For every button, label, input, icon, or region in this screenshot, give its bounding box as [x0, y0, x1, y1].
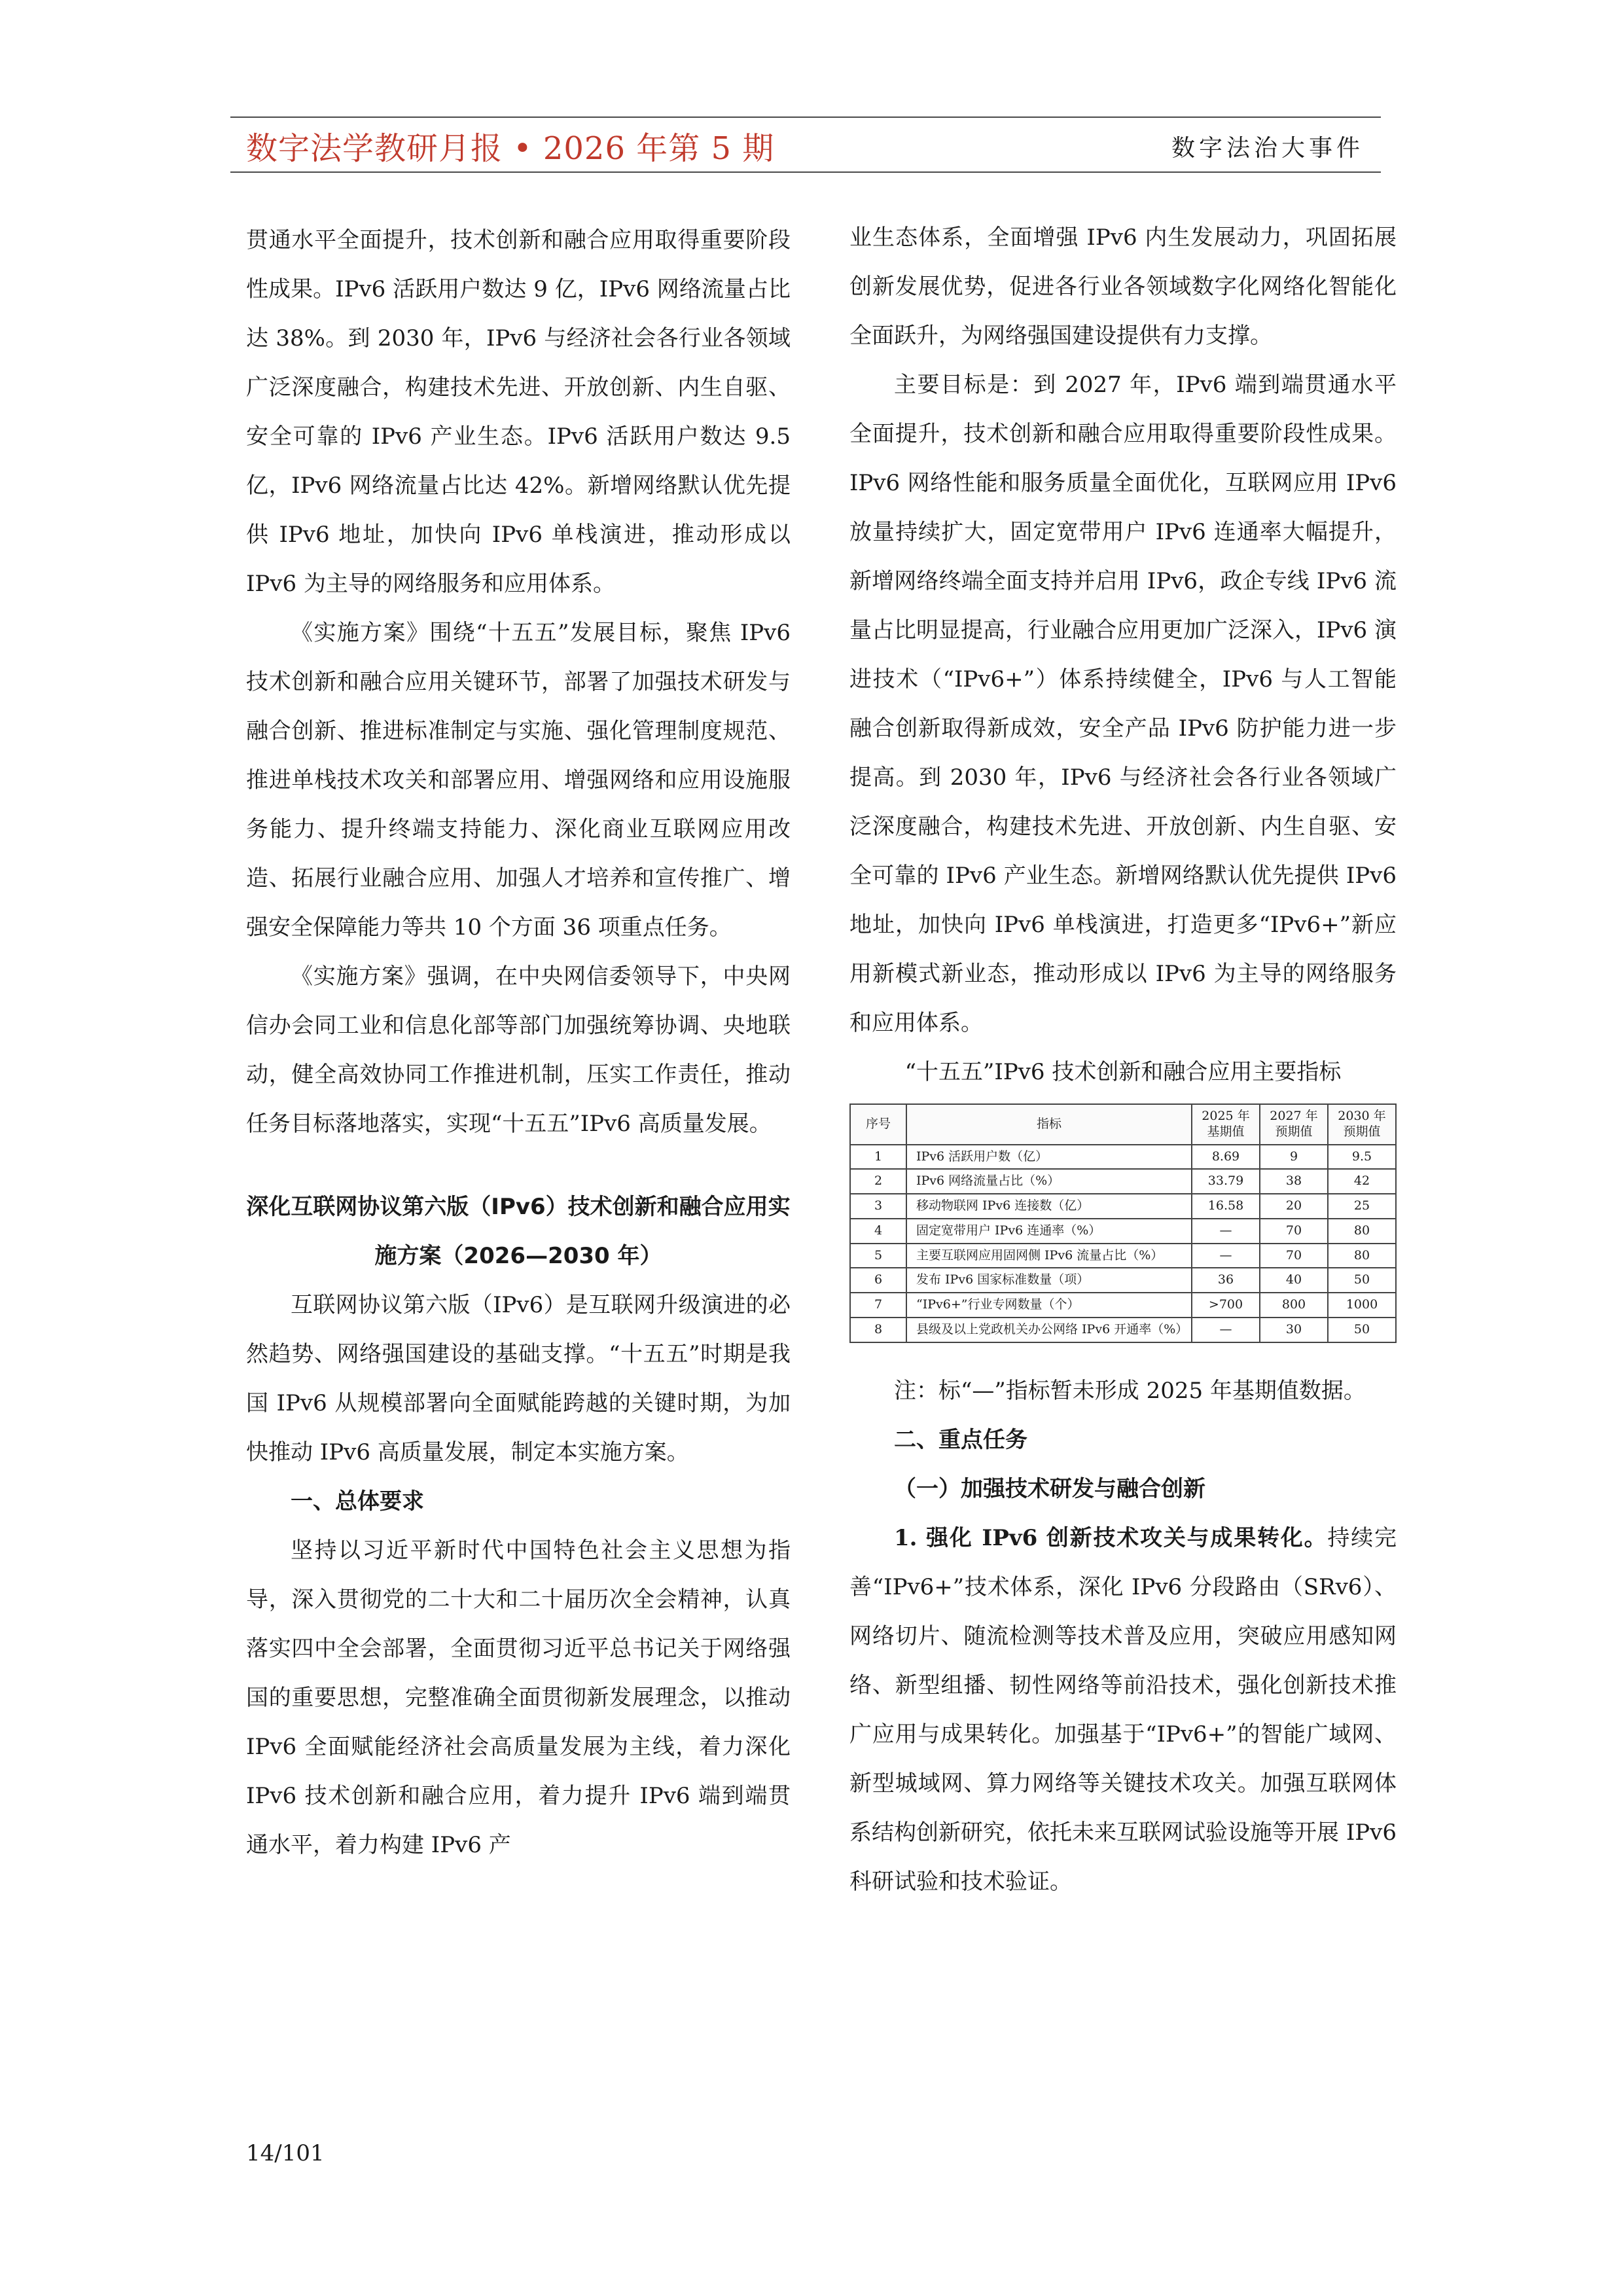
subsection-heading: （一）加强技术研发与融合创新: [894, 1475, 1205, 1502]
table-row: [850, 1219, 1396, 1244]
paragraph: 贯通水平全面提升，技术创新和融合应用取得重要阶段性成果。IPv6 活跃用户数达 9 亿，IPv6 网络流量占比达 38%。到 2030 年，IPv6 与经济社会各行业各领域广泛深度融合，构建技术先进、开放创新、内生自驱、安全可靠的 IPv6 产业生态。IPv6 活跃用户数达 9.5 亿，IPv6 网络流量占比达 42%。新增网络默认优先提供 IPv6 地址，加快向 IPv6 单栈演进，推动形成以 IPv6 为主导的网络服务和应用体系。: [246, 227, 791, 597]
cell-base-2025: —: [1192, 1318, 1260, 1342]
paragraph-body: 持续完善“IPv6+”技术体系，深化 IPv6 分段路由（SRv6）、网络切片、随流检测等技术普及应用，突破应用感知网络、新型组播、韧性网络等前沿技术，强化创新技术推广应用与成果转化。加强基于“IPv6+”的智能广域网、新型城域网、算力网络等关键技术攻关。加强互联网体系结构创新研究，依托未来互联网试验设施等开展 IPv6 科研试验和技术验证。: [849, 1524, 1397, 1895]
paragraph-lead: 1. 强化 IPv6 创新技术攻关与成果转化。: [894, 1524, 1328, 1551]
cell-indicator: 移动物联网 IPv6 连接数（亿）: [906, 1194, 1192, 1219]
cell-base-2025: 36: [1192, 1268, 1260, 1293]
cell-no: 1: [850, 1145, 906, 1170]
cell-indicator: 主要互联网应用固网侧 IPv6 流量占比（%）: [906, 1244, 1192, 1268]
cell-expected-2030: 80: [1328, 1219, 1396, 1244]
header-indicator: 指标: [906, 1104, 1192, 1145]
header-bottom-rule: [230, 171, 1381, 173]
header-expected-2030: 2030 年预期值: [1328, 1104, 1396, 1145]
cell-base-2025: 33.79: [1192, 1169, 1260, 1194]
paragraph: [849, 1514, 1397, 1907]
journal-title: 数字法学教研月报 • 2026 年第 5 期: [246, 130, 775, 167]
cell-base-2025: —: [1192, 1219, 1260, 1244]
table-row: [850, 1194, 1396, 1219]
table-row: [850, 1293, 1396, 1318]
cell-no: 6: [850, 1268, 906, 1293]
cell-expected-2027: 30: [1260, 1318, 1328, 1342]
paragraph: 坚持以习近平新时代中国特色社会主义思想为指导，深入贯彻党的二十大和二十届历次全会精神，认真落实四中全会部署，全面贯彻习近平总书记关于网络强国的重要思想，完整准确全面贯彻新发展理念，以推动 IPv6 全面赋能经济社会高质量发展为主线，着力深化 IPv6 技术创新和融合应用，着力提升 IPv6 端到端贯通水平，着力构建 IPv6 产: [246, 1537, 791, 1858]
cell-expected-2030: 25: [1328, 1194, 1396, 1219]
left-column: [246, 216, 791, 1870]
cell-no: 7: [850, 1293, 906, 1318]
cell-base-2025: >700: [1192, 1293, 1260, 1318]
cell-expected-2030: 80: [1328, 1244, 1396, 1268]
cell-expected-2030: 50: [1328, 1318, 1396, 1342]
paragraph: 《实施方案》强调，在中央网信委领导下，中央网信办会同工业和信息化部等部门加强统筹协调、央地联动，健全高效协同工作推进机制，压实工作责任，推动任务目标落地落实，实现“十五五”IPv6 高质量发展。: [246, 963, 791, 1137]
cell-no: 5: [850, 1244, 906, 1268]
header-expected-2027: 2027 年预期值: [1260, 1104, 1328, 1145]
cell-expected-2027: 70: [1260, 1244, 1328, 1268]
cell-indicator: 发布 IPv6 国家标准数量（项）: [906, 1268, 1192, 1293]
cell-expected-2027: 20: [1260, 1194, 1328, 1219]
cell-expected-2027: 40: [1260, 1268, 1328, 1293]
table-row: [850, 1318, 1396, 1342]
cell-expected-2027: 9: [1260, 1145, 1328, 1170]
indicator-table-wrap: [849, 1103, 1397, 1343]
cell-indicator: IPv6 网络流量占比（%）: [906, 1169, 1192, 1194]
paragraph: 业生态体系，全面增强 IPv6 内生发展动力，巩固拓展创新发展优势，促进各行业各领域数字化网络化智能化全面跃升，为网络强国建设提供有力支撑。: [849, 224, 1397, 349]
cell-indicator: IPv6 活跃用户数（亿）: [906, 1145, 1192, 1170]
cell-expected-2027: 70: [1260, 1219, 1328, 1244]
header-base-2025: 2025 年基期值: [1192, 1104, 1260, 1145]
table-row: [850, 1145, 1396, 1170]
table-row: [850, 1169, 1396, 1194]
cell-expected-2030: 50: [1328, 1268, 1396, 1293]
document-title: 深化互联网协议第六版（IPv6）技术创新和融合应用实施方案（2026—2030 年）: [246, 1194, 791, 1269]
header-top-rule: [230, 117, 1381, 118]
cell-indicator: “IPv6+”行业专网数量（个）: [906, 1293, 1192, 1318]
table-note: 注：标“—”指标暂未形成 2025 年基期值数据。: [894, 1377, 1366, 1404]
paragraph: 主要目标是：到 2027 年，IPv6 端到端贯通水平全面提升，技术创新和融合应用取得重要阶段性成果。IPv6 网络性能和服务质量全面优化，互联网应用 IPv6 放量持续扩大，固定宽带用户 IPv6 连通率大幅提升，新增网络终端全面支持并启用 IPv6，政企专线 IPv6 流量占比明显提高，行业融合应用更加广泛深入，IPv6 演进技术（“IPv6+”）体系持续健全，IPv6 与人工智能融合创新取得新成效，安全产品 IPv6 防护能力进一步提高。到 2030 年，IPv6 与经济社会各行业各领域广泛深度融合，构建技术先进、开放创新、内生自驱、安全可靠的 IPv6 产业生态。新增网络默认优先提供 IPv6 地址，加快向 IPv6 单栈演进，打造更多“IPv6+”新应用新模式新业态，推动形成以 IPv6 为主导的网络服务和应用体系。: [849, 372, 1397, 1036]
cell-expected-2030: 9.5: [1328, 1145, 1396, 1170]
cell-no: 4: [850, 1219, 906, 1244]
cell-indicator: 县级及以上党政机关办公网络 IPv6 开通率（%）: [906, 1318, 1192, 1342]
cell-no: 8: [850, 1318, 906, 1342]
table-header-row: [850, 1104, 1396, 1145]
table-row: [850, 1268, 1396, 1293]
page-number: 14/101: [246, 2140, 325, 2166]
paragraph: 互联网协议第六版（IPv6）是互联网升级演进的必然趋势、网络强国建设的基础支撑。“十五五”时期是我国 IPv6 从规模部署向全面赋能跨越的关键时期，为加快推动 IPv6 高质量发展，制定本实施方案。: [246, 1292, 791, 1465]
cell-expected-2030: 1000: [1328, 1293, 1396, 1318]
cell-expected-2027: 800: [1260, 1293, 1328, 1318]
cell-base-2025: —: [1192, 1244, 1260, 1268]
section-title: 数字法治大事件: [1171, 135, 1364, 162]
paragraph: 《实施方案》围绕“十五五”发展目标，聚焦 IPv6 技术创新和融合应用关键环节，部署了加强技术研发与融合创新、推进标准制定与实施、强化管理制度规范、推进单栈技术攻关和部署应用、增强网络和应用设施服务能力、提升终端支持能力、深化商业互联网应用改造、拓展行业融合应用、加强人才培养和宣传推广、增强安全保障能力等共 10 个方面 36 项重点任务。: [246, 620, 791, 941]
cell-no: 3: [850, 1194, 906, 1219]
cell-expected-2027: 38: [1260, 1169, 1328, 1194]
cell-expected-2030: 42: [1328, 1169, 1396, 1194]
table-row: [850, 1244, 1396, 1268]
section-heading: 二、重点任务: [894, 1426, 1027, 1453]
header-no: 序号: [850, 1104, 906, 1145]
section-heading: 一、总体要求: [291, 1488, 424, 1515]
cell-base-2025: 16.58: [1192, 1194, 1260, 1219]
indicator-table: [849, 1103, 1397, 1343]
table-title: “十五五”IPv6 技术创新和融合应用主要指标: [904, 1059, 1342, 1085]
spacer: [246, 1149, 791, 1183]
cell-no: 2: [850, 1169, 906, 1194]
cell-base-2025: 8.69: [1192, 1145, 1260, 1170]
cell-indicator: 固定宽带用户 IPv6 连通率（%）: [906, 1219, 1192, 1244]
right-column: [849, 213, 1397, 1907]
